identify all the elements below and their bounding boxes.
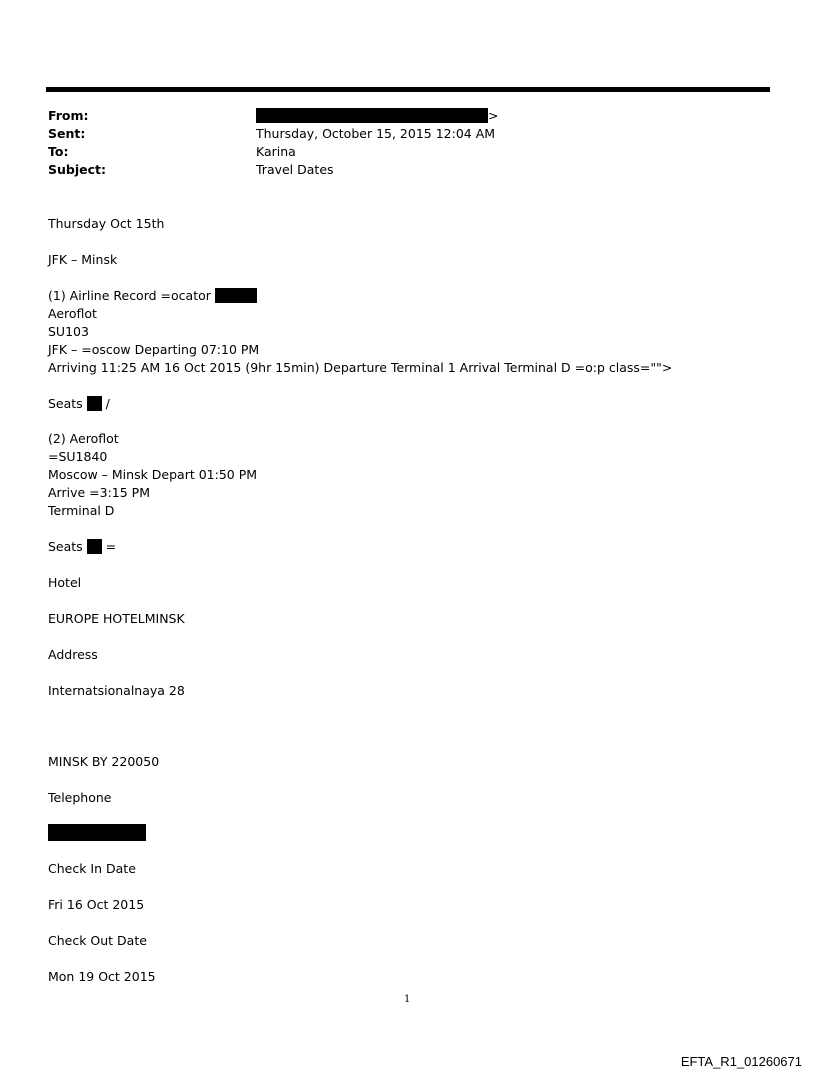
body-line: Aeroflot (48, 306, 97, 321)
body-line: Thursday Oct 15th (48, 216, 165, 231)
body-line: EUROPE HOTELMINSK (48, 611, 185, 626)
to-value: Karina (256, 144, 296, 159)
body-line: (2) Aeroflot (48, 431, 119, 446)
body-line (48, 538, 116, 556)
body-line: Check In Date (48, 861, 136, 876)
subject-value: Travel Dates (256, 162, 334, 177)
from-label: From: (48, 108, 89, 123)
body-line: =SU1840 (48, 449, 108, 464)
seats-label: Seats (48, 539, 83, 554)
body-line: Mon 19 Oct 2015 (48, 969, 156, 984)
header-divider (46, 87, 770, 92)
seats-suffix: / (101, 396, 110, 411)
body-line: Arriving 11:25 AM 16 Oct 2015 (9hr 15min) Departure Terminal 1 Arrival Terminal D =o:p class=""> (48, 360, 673, 375)
redaction-box (256, 108, 488, 123)
body-line: MINSK BY 220050 (48, 754, 160, 769)
sent-label: Sent: (48, 126, 86, 141)
to-label: To: (48, 144, 69, 159)
body-line: Telephone (48, 790, 112, 805)
from-suffix: > (488, 108, 499, 123)
body-line: Hotel (48, 575, 82, 590)
page-number: 1 (404, 994, 411, 1005)
redaction-box (215, 288, 257, 303)
body-line: Internatsionalnaya 28 (48, 683, 185, 698)
body-line (48, 824, 146, 843)
body-line: SU103 (48, 324, 89, 339)
from-value (256, 107, 498, 125)
body-line: Address (48, 647, 98, 662)
body-line: Check Out Date (48, 933, 147, 948)
seats-label: Seats (48, 396, 83, 411)
body-line: JFK – Minsk (48, 252, 118, 267)
subject-label: Subject: (48, 162, 106, 177)
body-line: Arrive =3:15 PM (48, 485, 150, 500)
record-locator-label: (1) Airline Record =ocator (48, 288, 211, 303)
seats-suffix: = (101, 539, 117, 554)
body-line: JFK – =oscow Departing 07:10 PM (48, 342, 260, 357)
sent-value: Thursday, October 15, 2015 12:04 AM (256, 126, 496, 141)
body-line (48, 395, 110, 413)
body-line: Moscow – Minsk Depart 01:50 PM (48, 467, 258, 482)
redaction-box (48, 824, 146, 841)
redaction-box (87, 539, 102, 554)
body-line (48, 287, 257, 305)
document-id: EFTA_R1_01260671 (680, 1054, 802, 1069)
body-line: Fri 16 Oct 2015 (48, 897, 145, 912)
body-line: Terminal D (48, 503, 115, 518)
redaction-box (87, 396, 102, 411)
